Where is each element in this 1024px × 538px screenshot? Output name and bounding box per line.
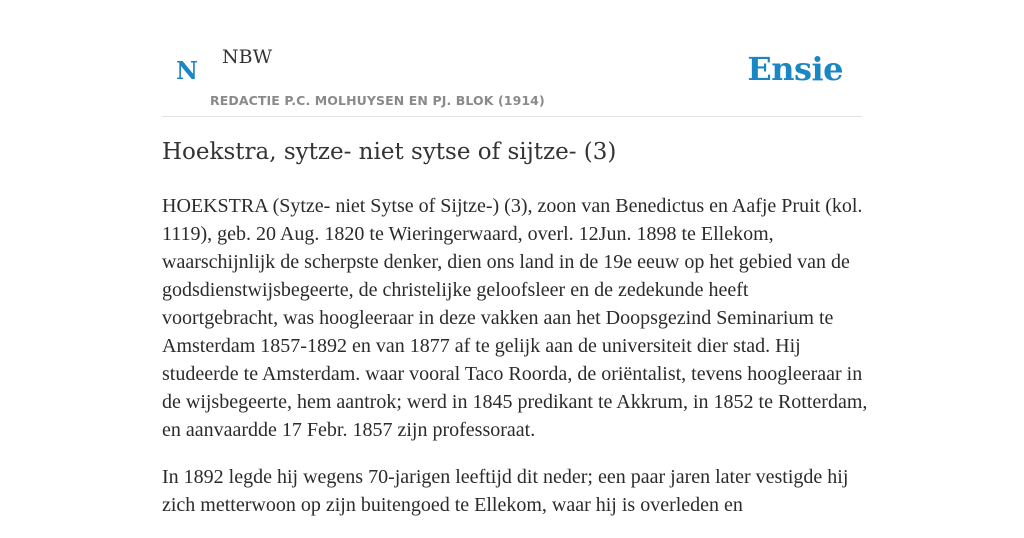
source-subtitle: REDACTIE P.C. MOLHUYSEN EN PJ. BLOK (1914) xyxy=(210,93,545,108)
article-title: Hoekstra, sytze- niet sytse of sijtze- (3) xyxy=(162,139,617,165)
paragraph: In 1892 legde hij wegens 70-jarigen leeftijd dit neder; een paar jaren later vestigde hij zich metterwoon op zijn buitengoed te Ellekom, waar hij is overleden en xyxy=(162,466,849,516)
article-body xyxy=(162,192,868,538)
brand-logo[interactable]: Ensie xyxy=(747,50,843,88)
header xyxy=(162,0,862,117)
source-logo-icon[interactable]: N xyxy=(176,56,198,85)
paragraph: HOEKSTRA (Sytze- niet Sytse of Sijtze-) (3), zoon van Benedictus en Aafje Pruit (kol. 1119), geb. 20 Aug. 1820 te Wieringerwaard, overl. 12Jun. 1898 te Ellekom, waarschijnlijk de scherpste denker, dien ons land in de 19e eeuw op het gebied van de godsdienstwijsbegeerte, de christelijke geloofsleer en de zedekunde heeft voortgebracht, was hoogleeraar in deze vakken aan het Doopsgezind Seminarium te Amsterdam 1857-1892 en van 1877 af te gelijk aan de universiteit dier stad. Hij studeerde te Amsterdam. waar vooral Taco Roorda, de oriëntalist, tevens hoogleeraar in de wijsbegeerte, hem aantrok; werd in 1845 predikant te Akkrum, in 1852 te Rotterdam, en aanvaardde 17 Febr. 1857 zijn professoraat. xyxy=(162,195,868,441)
source-title[interactable]: NBW xyxy=(222,46,273,68)
